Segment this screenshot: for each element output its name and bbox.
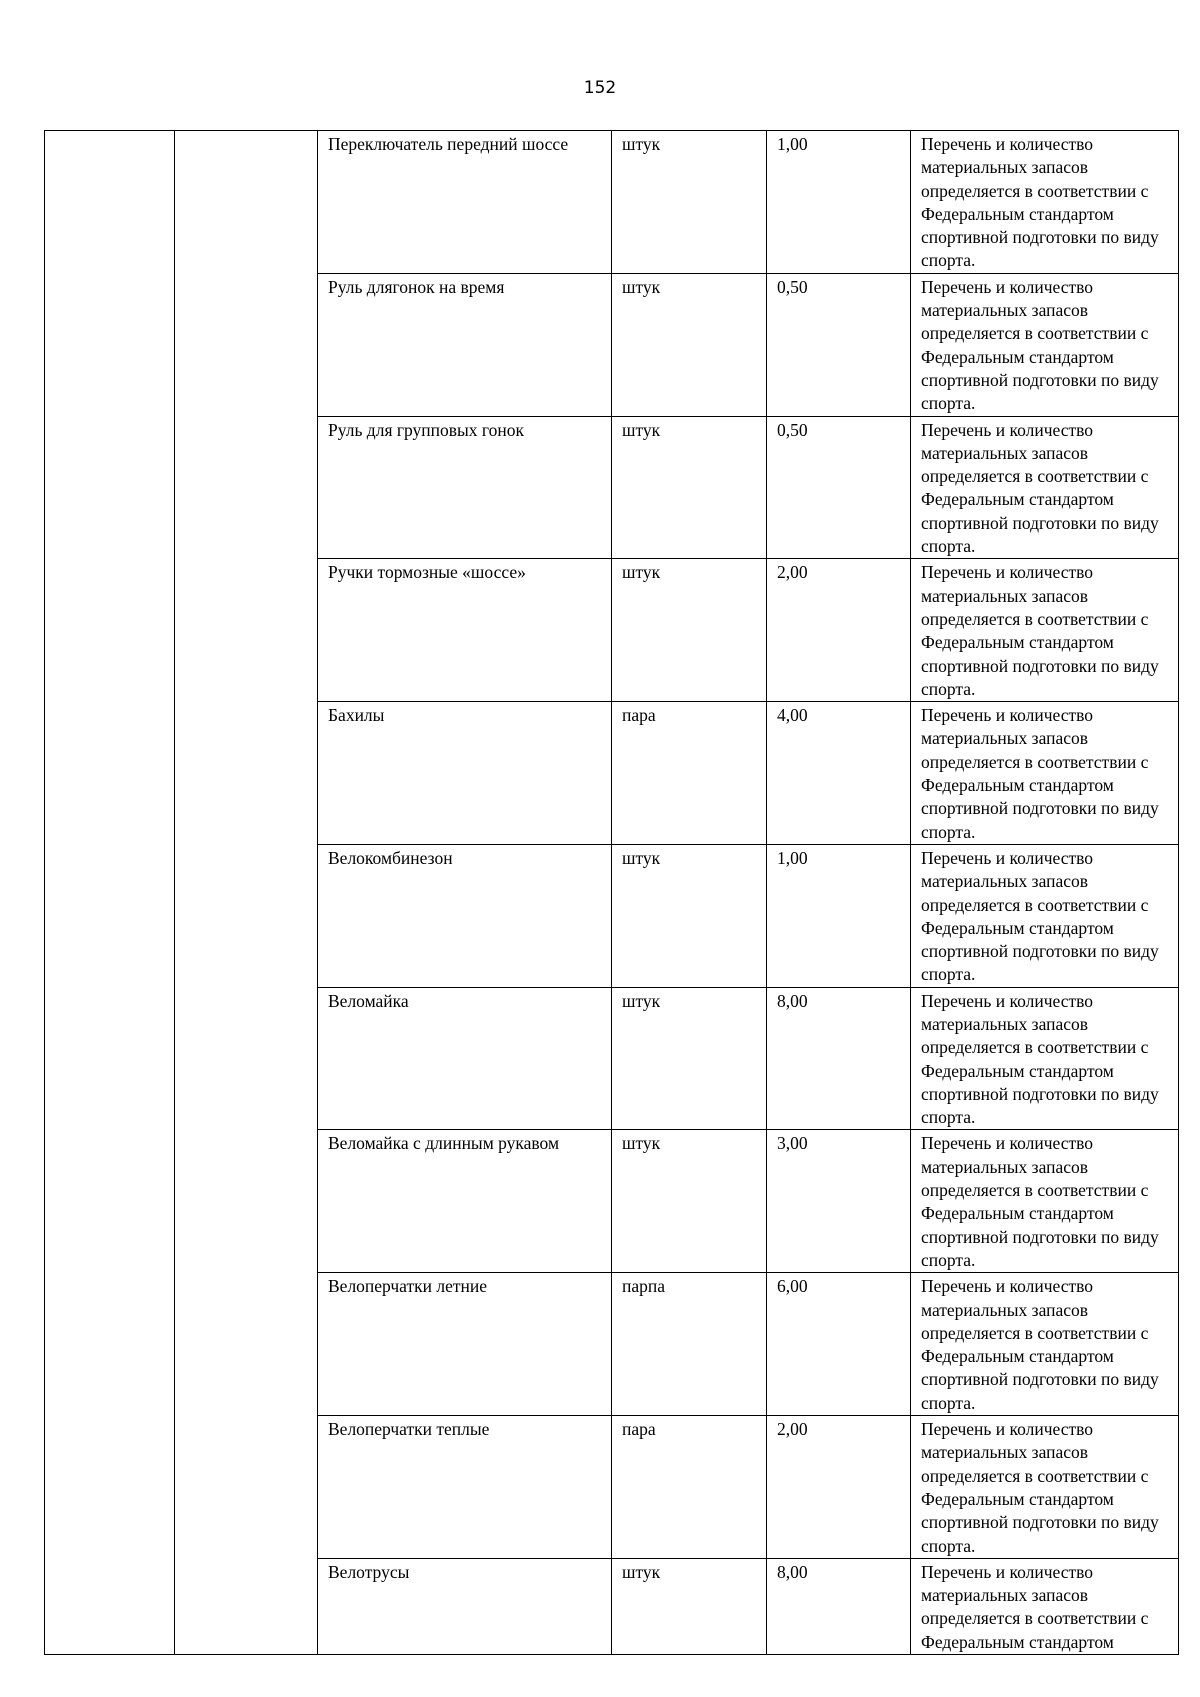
unit-cell: парпа bbox=[612, 1273, 767, 1416]
note-cell bbox=[911, 416, 1179, 559]
item-name-cell: Велоперчатки теплые bbox=[318, 1416, 612, 1559]
item-name-cell: Велоперчатки летние bbox=[318, 1273, 612, 1416]
note-text: Перечень и количество материальных запасов определяется в соответствии с Федеральным стандартом спортивной подготовки по виду спорта. bbox=[921, 705, 1159, 842]
item-name-cell: Велотрусы bbox=[318, 1558, 612, 1654]
note-text: Перечень и количество материальных запасов определяется в соответствии с Федеральным стандартом спортивной подготовки по виду спорта. bbox=[921, 847, 1159, 985]
note-cell bbox=[911, 1416, 1179, 1559]
note-text: Перечень и количество материальных запасов определяется в соответствии с Федеральным стандартом спортивной подготовки по виду спорта. bbox=[921, 134, 1159, 271]
note-text: Перечень и количество материальных запасов определяется в соответствии с Федеральным стандартом спортивной подготовки по виду спорта. bbox=[921, 1133, 1159, 1270]
item-name-cell: Руль длягонок на время bbox=[318, 273, 612, 416]
unit-cell: штук bbox=[612, 559, 767, 702]
note-cell bbox=[911, 702, 1179, 845]
quantity-cell: 8,00 bbox=[767, 1558, 911, 1654]
merged-cell-col2 bbox=[175, 131, 318, 1655]
unit-cell: штук bbox=[612, 844, 767, 987]
merged-cell-col1 bbox=[45, 131, 175, 1655]
item-name-cell: Бахилы bbox=[318, 702, 612, 845]
unit-cell: штук bbox=[612, 131, 767, 274]
item-name-cell: Велокомбинезон bbox=[318, 844, 612, 987]
note-cell bbox=[911, 1558, 1179, 1654]
note-cell bbox=[911, 844, 1179, 987]
note-text: Перечень и количество материальных запасов определяется в соответствии с Федеральным стандартом спортивной подготовки по виду спорта. bbox=[921, 1276, 1159, 1413]
note-cell bbox=[911, 1130, 1179, 1273]
quantity-cell: 8,00 bbox=[767, 987, 911, 1130]
note-cell bbox=[911, 273, 1179, 416]
unit-cell: пара bbox=[612, 1416, 767, 1559]
table-row bbox=[45, 131, 1179, 274]
note-cell bbox=[911, 559, 1179, 702]
unit-cell: штук bbox=[612, 273, 767, 416]
quantity-cell: 6,00 bbox=[767, 1273, 911, 1416]
quantity-cell: 0,50 bbox=[767, 416, 911, 559]
note-cell bbox=[911, 987, 1179, 1130]
item-name-cell: Веломайка с длинным рукавом bbox=[318, 1130, 612, 1273]
quantity-cell: 3,00 bbox=[767, 1130, 911, 1273]
item-name-cell: Веломайка bbox=[318, 987, 612, 1130]
note-text: Перечень и количество материальных запасов определяется в соответствии с Федеральным стандартом bbox=[921, 1561, 1149, 1652]
table-body bbox=[45, 131, 1179, 1655]
unit-cell: штук bbox=[612, 987, 767, 1130]
page-number: 152 bbox=[583, 78, 617, 98]
unit-cell: пара bbox=[612, 702, 767, 845]
note-cell bbox=[911, 1273, 1179, 1416]
unit-cell: штук bbox=[612, 416, 767, 559]
note-text: Перечень и количество материальных запасов определяется в соответствии с Федеральным стандартом спортивной подготовки по виду спорта. bbox=[921, 419, 1159, 557]
quantity-cell: 4,00 bbox=[767, 702, 911, 845]
quantity-cell: 1,00 bbox=[767, 131, 911, 274]
quantity-cell: 2,00 bbox=[767, 559, 911, 702]
quantity-cell: 0,50 bbox=[767, 273, 911, 416]
item-name-cell: Ручки тормозные «шоссе» bbox=[318, 559, 612, 702]
materials-table bbox=[44, 130, 1179, 1655]
note-text: Перечень и количество материальных запасов определяется в соответствии с Федеральным стандартом спортивной подготовки по виду спорта. bbox=[921, 1419, 1159, 1556]
quantity-cell: 1,00 bbox=[767, 844, 911, 987]
note-text: Перечень и количество материальных запасов определяется в соответствии с Федеральным стандартом спортивной подготовки по виду спорта. bbox=[921, 276, 1159, 414]
note-cell bbox=[911, 131, 1179, 274]
quantity-cell: 2,00 bbox=[767, 1416, 911, 1559]
item-name-cell: Руль для групповых гонок bbox=[318, 416, 612, 559]
note-text: Перечень и количество материальных запасов определяется в соответствии с Федеральным стандартом спортивной подготовки по виду спорта. bbox=[921, 562, 1159, 699]
unit-cell: штук bbox=[612, 1130, 767, 1273]
item-name-cell: Переключатель передний шоссе bbox=[318, 131, 612, 274]
note-text: Перечень и количество материальных запасов определяется в соответствии с Федеральным стандартом спортивной подготовки по виду спорта. bbox=[921, 990, 1159, 1128]
unit-cell: штук bbox=[612, 1558, 767, 1654]
